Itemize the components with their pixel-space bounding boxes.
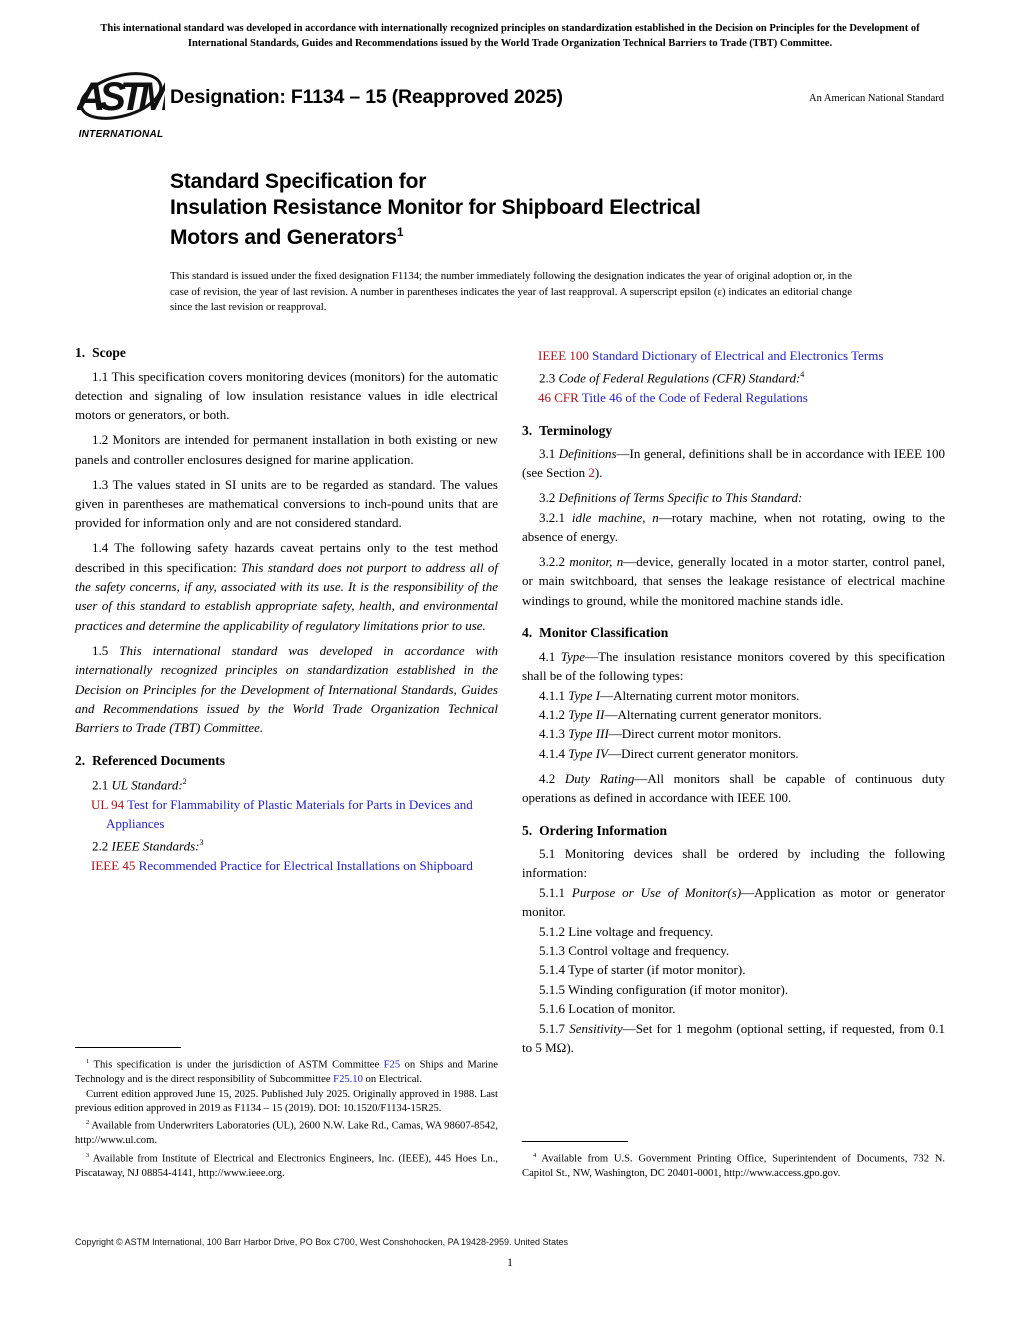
left-column-content: [75, 343, 498, 876]
section-heading-scope: 1. Scope: [75, 345, 126, 360]
left-footnotes: [75, 1047, 498, 1181]
footnote-ref-2[interactable]: 2: [182, 776, 187, 786]
reference-ieee-45: [91, 856, 498, 875]
para-1-1: 1.1 This specification covers monitoring devices (monitors) for the automatic detection and signaling of low insulation resistance values in idle electrical motors or generators, or both.: [75, 368, 498, 423]
right-column: [522, 343, 945, 1181]
reference-title-link[interactable]: Recommended Practice for Electrical Installations on Shipboard: [135, 858, 473, 874]
para-4-1-2: 4.1.2 Type II—Alternating current generator monitors.: [539, 707, 822, 723]
copyright-line: Copyright © ASTM International, 100 Barr Harbor Drive, PO Box C700, West Conshohocken, PA 19428-2959. United States: [75, 1237, 569, 1247]
designation-line: Designation: F1134 – 15 (Reapproved 2025): [170, 86, 563, 108]
reference-title-link[interactable]: Standard Dictionary of Electrical and Electronics Terms: [588, 348, 884, 363]
footnote-1-edition: Current edition approved June 15, 2025. Published July 2025. Originally approved in 1988. Last previous edition approved in 2019 as F1134 – 15 (2019). DOI: 10.1520/F1134-15R25.: [75, 1088, 498, 1114]
reference-code-link[interactable]: UL 94: [91, 796, 125, 812]
para-4-1-3: 4.1.3 Type III—Direct current motor monitors.: [539, 726, 782, 742]
page-title: [170, 169, 701, 251]
footnote-separator: [522, 1141, 628, 1142]
para-5-1-6: 5.1.6 Location of monitor.: [539, 1001, 676, 1017]
title-line-2: Insulation Resistance Monitor for Shipboard Electrical: [170, 195, 701, 219]
reference-title-link[interactable]: Title 46 of the Code of Federal Regulations: [578, 390, 808, 406]
footnote-ref-4[interactable]: 4: [800, 370, 805, 380]
title-line-1: Standard Specification for: [170, 170, 427, 193]
section-heading-ordering-information: 5. Ordering Information: [522, 822, 667, 838]
reference-ul-94: [91, 795, 498, 834]
para-5-1-3: 5.1.3 Control voltage and frequency.: [539, 943, 730, 959]
para-4-1: 4.1 Type—The insulation resistance monitors covered by this specification shall be of the following types:: [522, 648, 945, 684]
footnote-separator: [75, 1047, 181, 1048]
para-2-3: 2.3 Code of Federal Regulations (CFR) Standard:$^4$: [539, 370, 805, 386]
national-standard-label: An American National Standard: [808, 93, 944, 104]
footnote-1: $^1$ This specification is under the jurisdiction of ASTM Committee F25 on Ships and Marine Technology and is the direct responsibility of Subcommittee F25.10 on Electrical.: [75, 1058, 498, 1086]
footnote-3: $^3$ Available from Institute of Electrical and Electronics Engineers, Inc. (IEEE), 445 Hoes Ln., Piscataway, NJ 08854-4141, http://www.ieee.org.: [75, 1151, 498, 1179]
para-4-2: 4.2 Duty Rating—All monitors shall be capable of continuous duty operations as defined in accordance with IEEE 100.: [522, 770, 946, 806]
para-5-1-1: 5.1.1 Purpose or Use of Monitor(s)—Application as motor or generator monitor.: [522, 884, 946, 920]
footnote-4: $^4$ Available from U.S. Government Printing Office, Superintendent of Documents, 732 N. Capitol St., NW, Washington, DC 20401-0001, http://www.access.gpo.gov.: [522, 1151, 945, 1179]
title-footnote-ref[interactable]: 1: [396, 225, 404, 239]
wto-notice: This international standard was developed in accordance with internationally recognized principles on standardization established in the Decision on Principles for the Development of International Standards, Guides and Recommendations issued by the World Trade Organization Technical Barriers to Trade (TBT) Committee.: [100, 23, 920, 49]
para-1-3: 1.3 The values stated in SI units are to be regarded as standard. The values given in parentheses are mathematical conversions to inch-pound units that are provided for information only and are not considered standard.: [75, 476, 498, 531]
para-4-1-4: 4.1.4 Type IV—Direct current generator monitors.: [539, 745, 799, 761]
para-2-2: 2.2 IEEE Standards:$^3$: [92, 838, 204, 854]
para-3-2-2: 3.2.2 monitor, n—device, generally located in a motor starter, control panel, or main switchboard, that senses the leakage resistance of electrical machine windings to ground, while the monitored machine stands idle.: [522, 554, 945, 608]
para-5-1: 5.1 Monitoring devices shall be ordered by including the following information:: [522, 846, 945, 881]
footnote-2: $^2$ Available from Underwriters Laboratories (UL), 2600 N.W. Lake Rd., Camas, WA 98607-8542, http://www.ul.com.: [75, 1119, 498, 1147]
subcommittee-f25-10-link[interactable]: F25.10: [333, 1074, 363, 1086]
section-2-link[interactable]: 2: [588, 465, 595, 481]
page-number: 1: [507, 1257, 513, 1269]
reference-title-link[interactable]: Test for Flammability of Plastic Materials for Parts in Devices and Appliances: [106, 796, 473, 831]
para-4-1-1: 4.1.1 Type I—Alternating current motor monitors.: [539, 687, 800, 703]
para-1-4: 1.4 The following safety hazards caveat pertains only to the test method described in this specification: This standard does not purport to address all of the safety concerns, if any, associated with its use. It is the responsibility of the user of this standard to establish appropriate safety, health, and environmental practices and determine the applicability of regulatory limitations prior to use.: [75, 540, 498, 633]
astm-logo-text: ASTM: [77, 75, 165, 119]
astm-logo: [77, 68, 165, 140]
para-3-2-1: 3.2.1 idle machine, n—rotary machine, when not rotating, owing to the absence of energy.: [522, 509, 945, 545]
two-column-body: [75, 343, 945, 1181]
section-heading-monitor-classification: 4. Monitor Classification: [522, 625, 669, 641]
para-3-2: 3.2 Definitions of Terms Specific to This Standard:: [539, 490, 803, 506]
title-line-3: Motors and Generators$^1$: [170, 225, 404, 249]
footnote-ref-3[interactable]: 3: [199, 838, 204, 848]
right-column-content: [522, 343, 945, 1058]
astm-globe-icon: [77, 68, 165, 130]
para-5-1-7: 5.1.7 Sensitivity—Set for 1 megohm (optional setting, if requested, from 0.1 to 5 MΩ).: [522, 1020, 946, 1056]
right-footnotes: [522, 1141, 945, 1181]
para-2-1: 2.1 UL Standard:$^2$: [92, 776, 187, 793]
left-column: [75, 343, 498, 1181]
reference-code-link[interactable]: 46 CFR: [538, 390, 579, 406]
para-5-1-5: 5.1.5 Winding configuration (if motor monitor).: [539, 981, 789, 997]
reference-ieee-100: [538, 346, 945, 365]
reference-code-link[interactable]: IEEE 45: [91, 858, 136, 874]
committee-f25-link[interactable]: F25: [383, 1059, 401, 1071]
astm-logo-international: INTERNATIONAL: [78, 129, 164, 140]
section-heading-terminology: 3. Terminology: [522, 422, 613, 438]
para-1-2: 1.2 Monitors are intended for permanent installation in both existing or new panels and controller enclosures designed for marine application.: [75, 432, 498, 467]
para-3-1: 3.1 Definitions—In general, definitions shall be in accordance with IEEE 100 (see Section 2).: [522, 446, 946, 481]
section-heading-referenced-documents: 2. Referenced Documents: [75, 752, 225, 768]
reference-46-cfr: [538, 388, 945, 407]
issuance-note: This standard is issued under the fixed designation F1134; the number immediately following the designation indicates the year of original adoption or, in the case of revision, the year of last revision. A number in parentheses indicates the year of last reapproval. A superscript epsilon (ε) indicates an editorial change since the last revision or reapproval.: [170, 270, 852, 313]
para-5-1-2: 5.1.2 Line voltage and frequency.: [539, 923, 714, 939]
para-5-1-4: 5.1.4 Type of starter (if motor monitor).: [539, 962, 746, 978]
reference-code-link[interactable]: IEEE 100: [538, 348, 589, 363]
para-1-5: 1.5 This international standard was developed in accordance with internationally recognized principles on standardization established in the Decision on Principles for the Development of International Standards, Guides and Recommendations issued by the World Trade Organization Technical Barriers to Trade (TBT) Committee.: [75, 642, 498, 736]
